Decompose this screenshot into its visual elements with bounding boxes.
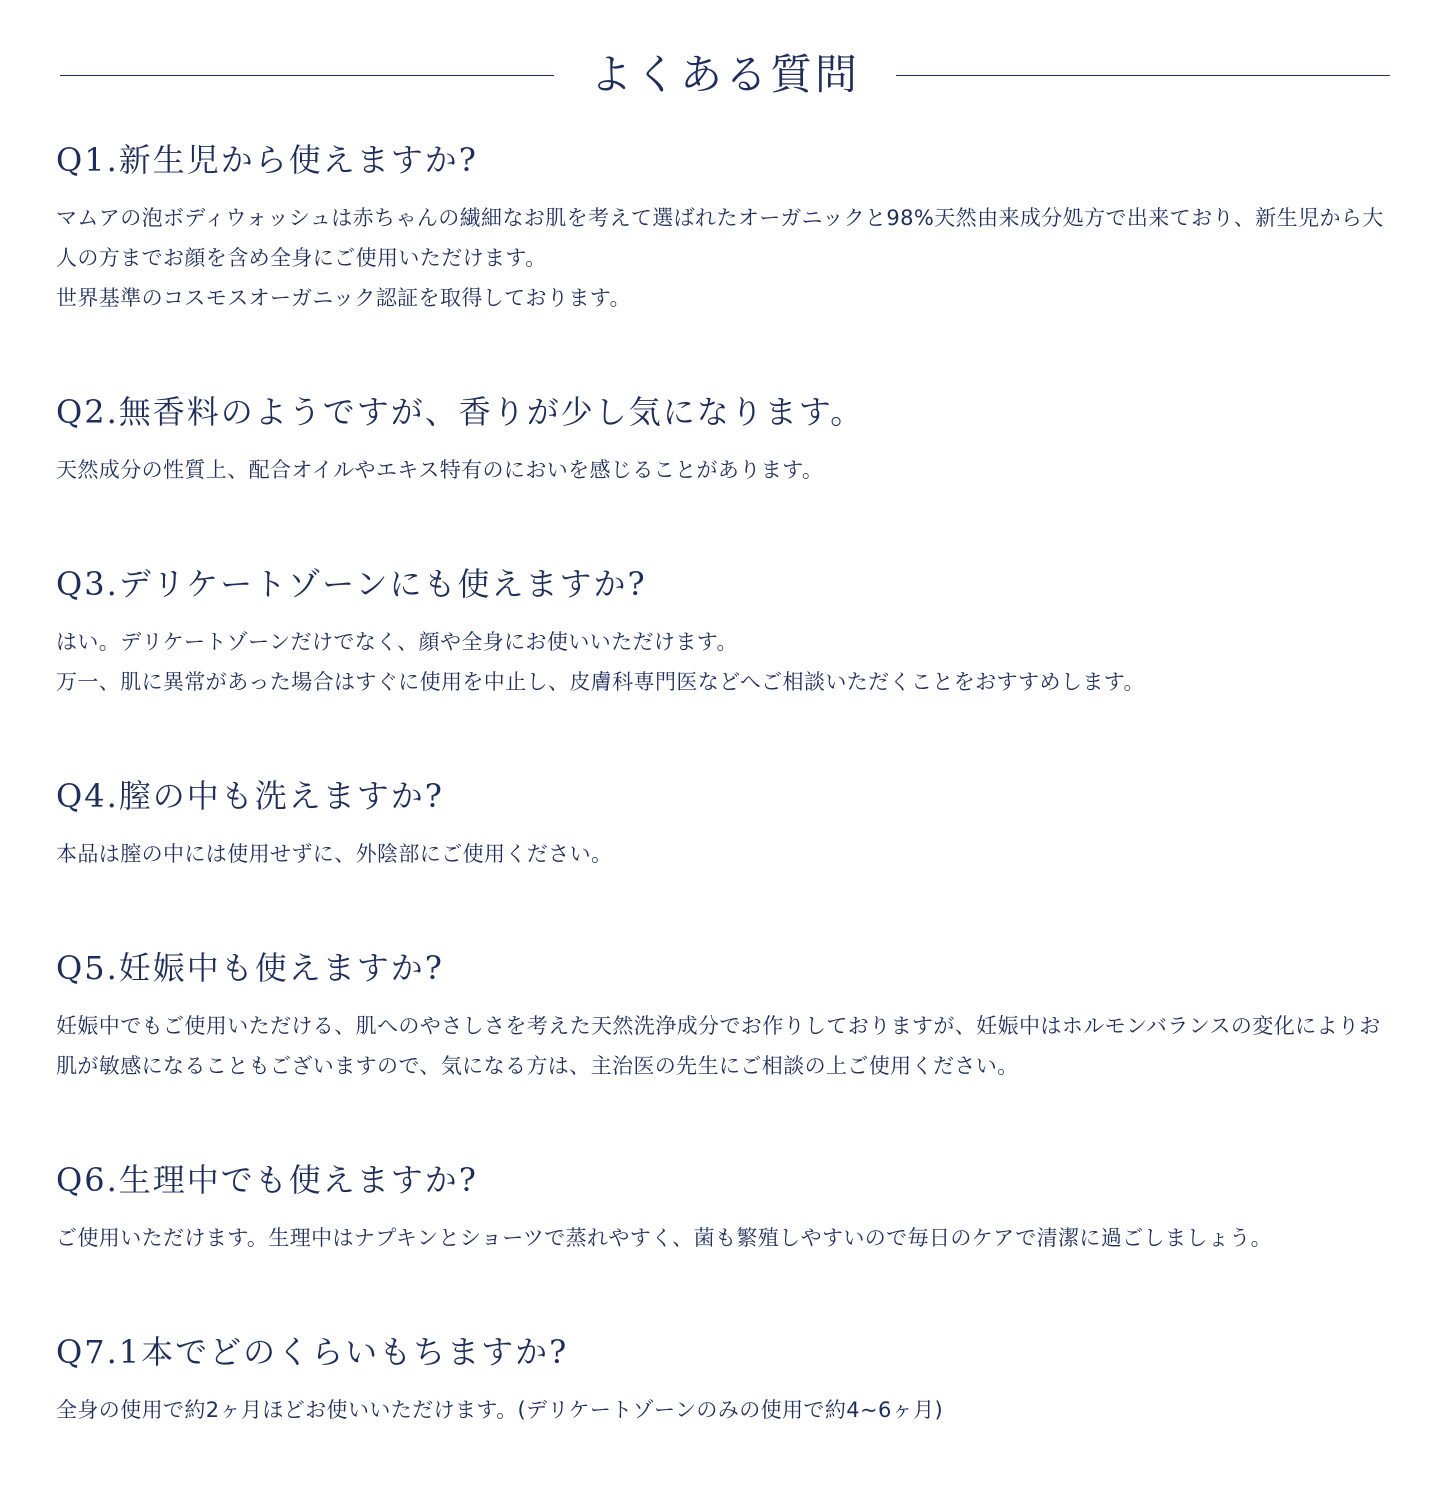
header-rule-left: [60, 75, 554, 76]
faq-answer-3-line-2: 万一、肌に異常があった場合はすぐに使用を中止し、皮膚科専門医などへご相談いただくことをおすすめします。: [56, 670, 1145, 694]
faq-answer-7-line-1: 全身の使用で約2ヶ月ほどお使いいただけます。(デリケートゾーンのみの使用で約4~6ヶ月): [56, 1398, 944, 1422]
faq-question-5: Q5.妊娠中も使えますか?: [56, 949, 444, 987]
faq-item-1: [56, 132, 1396, 318]
faq-answer-3: [56, 622, 1396, 702]
faq-item-2: [56, 384, 1396, 490]
faq-answer-4: [56, 834, 1396, 874]
faq-answer-1: [56, 198, 1396, 318]
faq-question-4: Q4.膣の中も洗えますか?: [56, 777, 444, 815]
faq-answer-6-line-1: ご使用いただけます。生理中はナプキンとショーツで蒸れやすく、菌も繁殖しやすいので毎日のケアで清潔に過ごしましょう。: [56, 1226, 1273, 1250]
faq-question-7: Q7.1本でどのくらいもちますか?: [56, 1333, 569, 1371]
faq-question-6: Q6.生理中でも使えますか?: [56, 1161, 478, 1199]
faq-item-3: [56, 556, 1396, 702]
faq-question-2: Q2.無香料のようですが、香りが少し気になります。: [56, 393, 865, 431]
faq-list: [56, 132, 1396, 1496]
page-title: よくある質問: [590, 50, 861, 99]
header-rule-right: [896, 75, 1390, 76]
faq-answer-6: [56, 1218, 1396, 1258]
faq-answer-5-line-1: 妊娠中でもご使用いただける、肌へのやさしさを考えた天然洗浄成分でお作りしておりますが、妊娠中はホルモンバランスの変化によりお肌が敏感になることもございますので、気になる方は、主治医の先生にご相談の上ご使用ください。: [56, 1014, 1381, 1078]
faq-item-5: [56, 940, 1396, 1086]
faq-answer-7: [56, 1390, 1396, 1430]
faq-item-6: [56, 1152, 1396, 1258]
faq-answer-3-line-1: はい。デリケートゾーンだけでなく、顔や全身にお使いいただけます。: [56, 630, 738, 654]
faq-header: [60, 40, 1390, 110]
faq-answer-1-line-1: マムアの泡ボディウォッシュは赤ちゃんの繊細なお肌を考えて選ばれたオーガニックと98%天然由来成分処方で出来ており、新生児から大人の方までお顔を含め全身にご使用いただけます。: [56, 206, 1384, 270]
faq-question-3: Q3.デリケートゾーンにも使えますか?: [56, 565, 647, 603]
faq-question-1: Q1.新生児から使えますか?: [56, 141, 478, 179]
faq-answer-2-line-1: 天然成分の性質上、配合オイルやエキス特有のにおいを感じることがあります。: [56, 458, 824, 482]
faq-answer-4-line-1: 本品は膣の中には使用せずに、外陰部にご使用ください。: [56, 842, 613, 866]
faq-answer-2: [56, 450, 1396, 490]
faq-answer-5: [56, 1006, 1396, 1086]
faq-answer-1-line-2: 世界基準のコスモスオーガニック認証を取得しております。: [56, 286, 631, 310]
faq-item-7: [56, 1324, 1396, 1430]
faq-item-4: [56, 768, 1396, 874]
